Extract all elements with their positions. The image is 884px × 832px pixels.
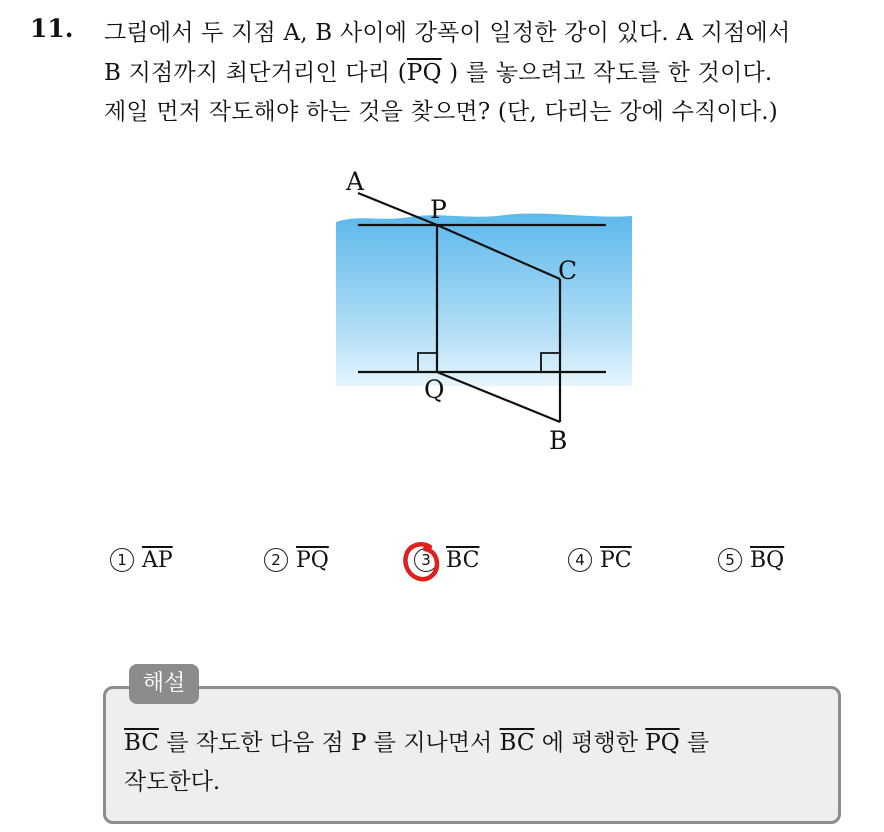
label-p: P [430, 195, 447, 224]
choice-segment: $\overline{BC}$ [446, 548, 480, 573]
choice-4[interactable] [568, 548, 632, 573]
answer-circle-mark [402, 540, 442, 584]
choice-marker: 1 [110, 548, 134, 572]
choice-segment: $\overline{PQ}$ [296, 548, 329, 573]
choice-marker: 4 [568, 548, 592, 572]
choice-1[interactable] [110, 548, 173, 573]
solution-label: 해설 [129, 664, 199, 704]
solution-line-1 [124, 724, 709, 757]
solution-text: 를 [679, 730, 710, 756]
solution-segment-pq: $\overline{PQ}$ [645, 730, 680, 756]
choice-segment: $\overline{AP}$ [142, 548, 173, 573]
choice-segment: $\overline{BQ}$ [750, 548, 785, 573]
solution-segment-bc: $\overline{BC}$ [124, 730, 159, 756]
solution-segment-bc: $\overline{BC}$ [499, 730, 535, 756]
question-line-1: 그림에서 두 지점 A, B 사이에 강폭이 일정한 강이 있다. A 지점에서 [104, 20, 791, 46]
choice-marker: 2 [264, 548, 288, 572]
solution-text: 를 작도한 다음 점 P 를 지나면서 [158, 730, 500, 756]
label-b: B [549, 426, 568, 455]
river-area [336, 213, 632, 386]
label-a: A [346, 167, 365, 196]
question-line-2-suffix: ) 를 놓으려고 작도를 한 것이다. [441, 60, 773, 86]
label-c: C [558, 256, 578, 285]
solution-text: 에 평행한 [534, 730, 646, 756]
choice-marker: 5 [718, 548, 742, 572]
question-line-2-prefix: B 지점까지 최단거리인 다리 ( [104, 60, 407, 86]
choice-segment: $\overline{PC}$ [600, 548, 632, 573]
solution-line-2: 작도한다. [124, 769, 221, 795]
segment-pq-label: $\overline{PQ}$ [406, 60, 442, 86]
question-line-3: 제일 먼저 작도해야 하는 것을 찾으면? (단, 다리는 강에 수직이다.) [104, 99, 778, 125]
choice-5[interactable] [718, 548, 784, 573]
choice-2[interactable] [264, 548, 329, 573]
choice-marker: 3 [414, 548, 438, 572]
label-q: Q [424, 375, 445, 404]
question-number: 11. [30, 14, 74, 43]
